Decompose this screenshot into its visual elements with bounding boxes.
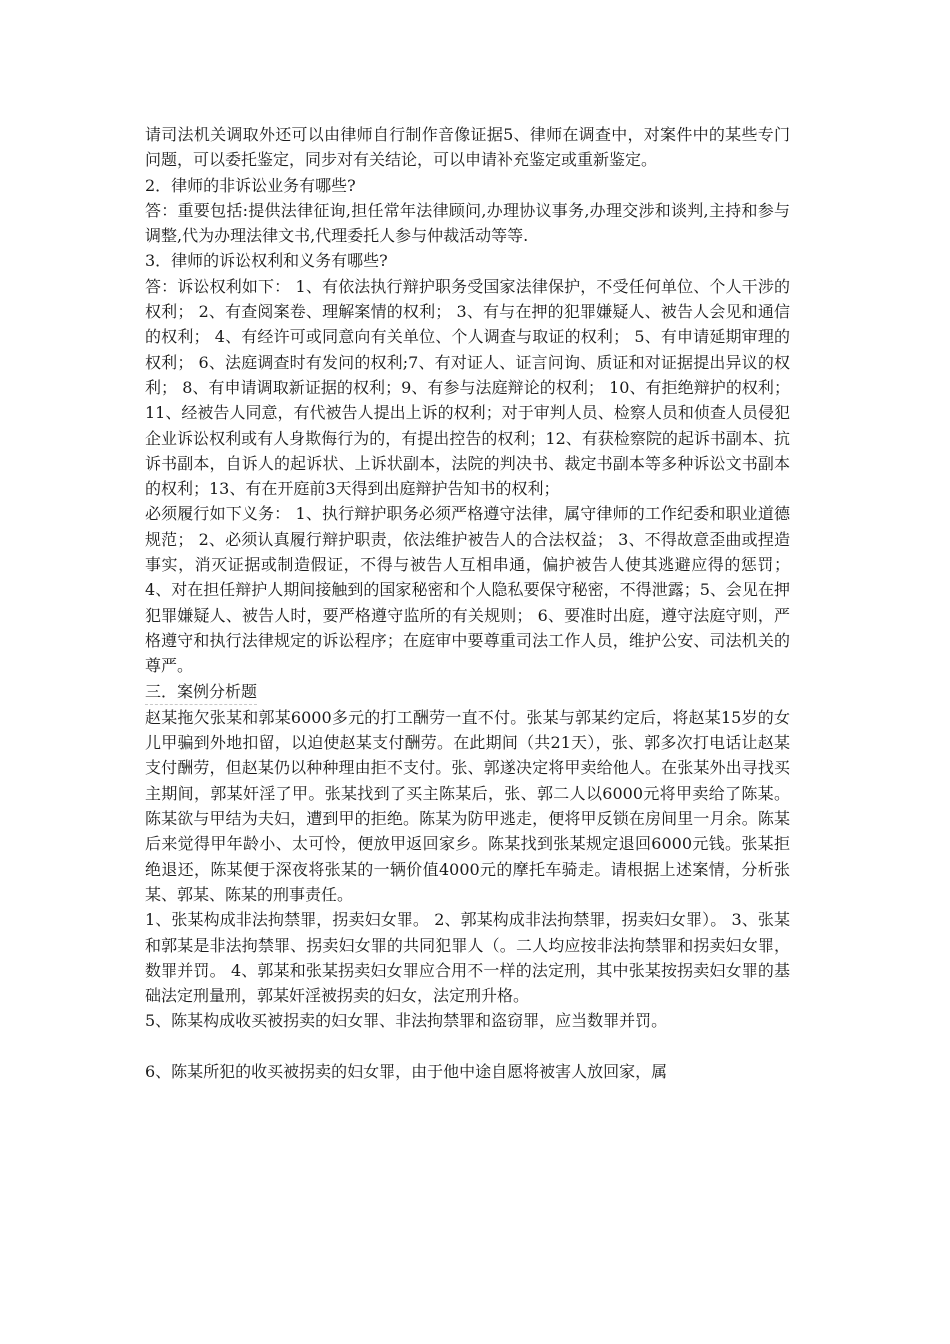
answer-non-litigation-business: 答：重要包括:提供法律征询,担任常年法律顾问,办理协议事务,办理交涉和谈判,主持和参与调整,代为办理法律文书,代理委托人参与仲裁活动等等. (145, 200, 790, 246)
section-heading-text: 三．案例分析题 (145, 679, 257, 705)
document-page (145, 122, 790, 1084)
analysis-point-6: 6、陈某所犯的收买被拐卖的妇女罪，由于他中途自愿将被害人放回家，属 (145, 1061, 668, 1081)
question-litigation-rights-duties: 3．律师的诉讼权利和义务有哪些? (145, 251, 388, 271)
analysis-points-1-4: 1、张某构成非法拘禁罪，拐卖妇女罪。 2、郭某构成非法拘禁罪，拐卖妇女罪）。 3、张某和郭某是非法拘禁罪、拐卖妇女罪的共同犯罪人（。二人均应按非法拘禁罪和拐卖妇女罪，数罪并罚。 4、郭某和张某拐卖妇女罪应合用不一样的法定刑，其中张某按拐卖妇女罪的基础法定刑量刑，郭某奸淫被拐卖的妇女，法定刑升格。 (145, 910, 790, 1006)
answer-litigation-duties: 必须履行如下义务： 1、执行辩护职务必须严格遵守法律，属守律师的工作纪委和职业道德规范； 2、必须认真履行辩护职责，依法维护被告人的合法权益； 3、不得故意歪曲或捏造事实，消灭证据或制造假证，不得与被告人互相串通，偏护被告人使其逃避应得的惩罚；4、对在担任辩护人期间接触到的国家秘密和个人隐私要保守秘密，不得泄露；5、会见在押犯罪嫌疑人、被告人时，要严格遵守监所的有关规则； 6、要准时出庭，遵守法庭守则，严格遵守和执行法律规定的诉讼程序；在庭审中要尊重司法工作人员，维护公安、司法机关的尊严。 (145, 504, 790, 676)
section-heading-case-analysis (145, 679, 790, 705)
answer-litigation-rights: 答：诉讼权利如下： 1、有依法执行辩护职务受国家法律保护，不受任何单位、个人干涉的权利； 2、有查阅案卷、理解案情的权利； 3、有与在押的犯罪嫌疑人、被告人会见和通信的权利； 4、有经许可或同意向有关单位、个人调查与取证的权利； 5、有申请延期审理的权利； 6、法庭调查时有发问的权利;7、有对证人、证言问询、质证和对证据提出异议的权利； 8、有申请调取新证据的权利；9、有参与法庭辩论的权利； 10、有拒绝辩护的权利； 11、经被告人同意，有代被告人提出上诉的权利；对于审判人员、检察人员和侦查人员侵犯企业诉讼权利或有人身欺侮行为的，有提出控告的权利；12、有获检察院的起诉书副本、抗诉书副本，自诉人的起诉状、上诉状副本，法院的判决书、裁定书副本等多种诉讼文书副本的权利；13、有在开庭前3天得到出庭辩护告知书的权利； (145, 276, 790, 499)
blank-line (145, 1034, 790, 1059)
question-non-litigation-business: 2．律师的非诉讼业务有哪些? (145, 175, 356, 195)
case-description: 赵某拖欠张某和郭某6000多元的打工酬劳一直不付。张某与郭某约定后，将赵某15岁的女儿甲骗到外地扣留，以迫使赵某支付酬劳。在此期间（共21天），张、郭多次打电话让赵某支付酬劳，但赵某仍以种种理由拒不支付。张、郭遂决定将甲卖给他人。在张某外出寻找买主期间，郭某奸淫了甲。张某找到了买主陈某后，张、郭二人以6000元将甲卖给了陈某。陈某欲与甲结为夫妇，遭到甲的拒绝。陈某为防甲逃走，便将甲反锁在房间里一月余。陈某后来觉得甲年龄小、太可怜，便放甲返回家乡。陈某找到张某规定退回6000元钱。张某拒绝退还，陈某便于深夜将张某的一辆价值4000元的摩托车骑走。请根据上述案情，分析张某、郭某、陈某的刑事责任。 (145, 707, 790, 904)
analysis-point-5: 5、陈某构成收买被拐卖的妇女罪、非法拘禁罪和盗窃罪，应当数罪并罚。 (145, 1011, 668, 1031)
paragraph-evidence-continuation: 请司法机关调取外还可以由律师自行制作音像证据5、律师在调查中，对案件中的某些专门问题，可以委托鉴定，同步对有关结论，可以申请补充鉴定或重新鉴定。 (145, 125, 790, 170)
